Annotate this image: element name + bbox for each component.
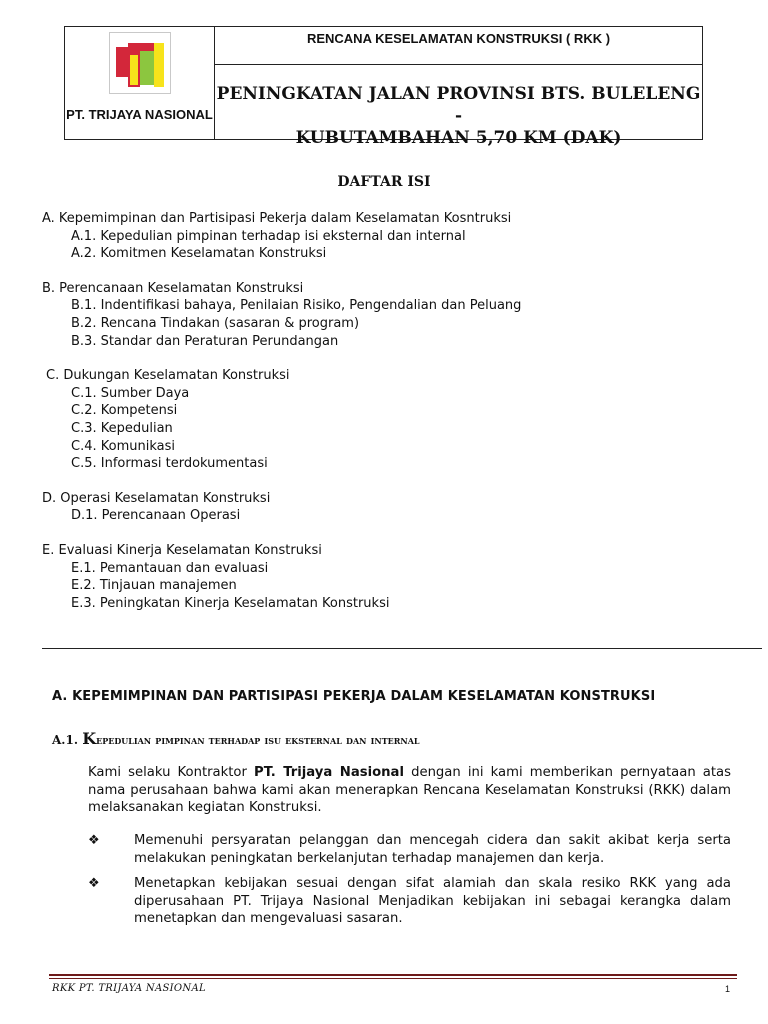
footer-label: RKK PT. TRIJAYA NASIONAL [52, 983, 206, 994]
toc-group-d [42, 490, 742, 525]
company-logo [109, 32, 171, 94]
paragraph-rest: dengan ini kami memberikan pernyataan atas nama perusahaan bahwa kami akan menerapkan Rencana Keselamatan Konstruksi (RKK) dalam melaksanakan kegiatan Konstruksi. [88, 765, 731, 815]
toc-item: E.1. Pemantauan dan evaluasi [71, 560, 269, 576]
toc-item: C.5. Informasi terdokumentasi [71, 456, 268, 472]
toc-group-a [42, 210, 742, 263]
page-number: 1 [724, 984, 730, 994]
toc-item: C.4. Komunikasi [71, 438, 175, 454]
subsection-heading [52, 729, 420, 748]
section-heading: A. KEPEMIMPINAN DAN PARTISIPASI PEKERJA DALAM KESELAMATAN KONSTRUKSI [52, 689, 656, 704]
table-of-contents [42, 210, 742, 629]
subsection-title: epedulian pimpinan terhadap isu eksternal dan internal [96, 733, 420, 747]
toc-group-e [42, 542, 742, 612]
list-item [88, 875, 731, 928]
footer-rule-thin [49, 978, 737, 979]
toc-item: A.1. Kepedulian pimpinan terhadap isi eksternal dan internal [71, 228, 466, 244]
project-title-line1: PENINGKATAN JALAN PROVINSI BTS. BULELENG - [216, 84, 701, 126]
diamond-bullet-icon: ❖ [88, 876, 100, 891]
subsection-number: A.1. [52, 733, 83, 747]
diamond-bullet-icon: ❖ [88, 833, 100, 848]
body-paragraph [88, 764, 731, 817]
project-title [215, 66, 702, 148]
company-name: PT. TRIJAYA NASIONAL [66, 107, 213, 122]
section-divider [42, 648, 762, 649]
toc-item: C.3. Kepedulian [71, 420, 173, 436]
toc-item: C.1. Sumber Daya [71, 385, 190, 401]
logo-cell [65, 27, 215, 139]
document-title: RENCANA KESELAMATAN KONSTRUKSI ( RKK ) [215, 27, 702, 65]
toc-group-b [42, 280, 742, 350]
toc-item: D.1. Perencanaan Operasi [71, 508, 241, 524]
toc-item: B.1. Indentifikasi bahaya, Penilaian Risiko, Pengendalian dan Peluang [71, 298, 522, 314]
list-item-text: Memenuhi persyaratan pelanggan dan mencegah cidera dan sakit akibat kerja serta melakukan peningkatan berkelanjutan terhadap manajemen dan kerja. [134, 833, 731, 866]
company-logo-graphic [110, 33, 170, 93]
toc-item: A.2. Komitmen Keselamatan Konstruksi [71, 246, 327, 262]
toc-item: E.2. Tinjauan manajemen [71, 578, 237, 594]
toc-title: DAFTAR ISI [337, 174, 431, 190]
list-item-text: Menetapkan kebijakan sesuai dengan sifat alamiah dan skala resiko RKK yang ada diperusahaan PT. Trijaya Nasional Menjadikan kebijakan ini sebagai kerangka dalam menetapkan dan mengevaluasi sasaran. [134, 876, 731, 926]
list-item [88, 832, 731, 867]
toc-heading: C. Dukungan Keselamatan Konstruksi [46, 368, 290, 384]
document-header [64, 26, 703, 148]
toc-item: B.3. Standar dan Peraturan Perundangan [71, 333, 339, 349]
footer-rule-thick [49, 974, 737, 976]
project-title-line2: KUBUTAMBAHAN 5,70 KM (DAK) [295, 128, 622, 148]
subsection-initial: K [82, 729, 97, 748]
toc-heading: E. Evaluasi Kinerja Keselamatan Konstruksi [42, 542, 322, 558]
toc-group-c [42, 367, 742, 473]
paragraph-intro: Kami selaku Kontraktor [88, 765, 255, 780]
bullet-list [88, 832, 731, 936]
toc-heading: A. Kepemimpinan dan Partisipasi Pekerja dalam Keselamatan Kosntruksi [42, 211, 512, 226]
toc-item: B.2. Rencana Tindakan (sasaran & program) [71, 315, 360, 331]
toc-item: C.2. Kompetensi [71, 403, 178, 419]
toc-item: E.3. Peningkatan Kinerja Keselamatan Konstruksi [71, 595, 390, 611]
toc-heading: D. Operasi Keselamatan Konstruksi [42, 490, 271, 506]
company-name-inline: PT. Trijaya Nasional [254, 765, 404, 780]
toc-heading: B. Perencanaan Keselamatan Konstruksi [42, 280, 304, 296]
